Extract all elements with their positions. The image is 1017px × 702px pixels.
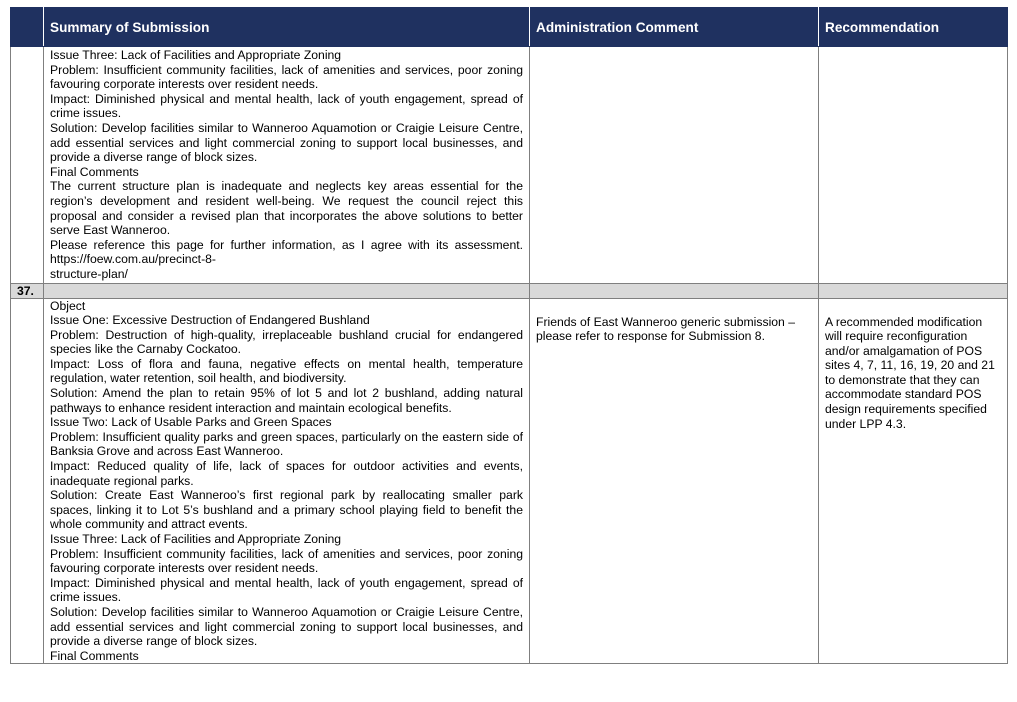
summary-line: Problem: Destruction of high-quality, irreplaceable bushland crucial for endangered species like the Carnaby Cockatoo. — [50, 327, 523, 357]
summary-line: Please reference this page for further information, as I agree with its assessment. https://foew.com.au/precinct-8- — [50, 237, 523, 267]
table-row-submission — [11, 298, 1008, 664]
table-row-continued — [11, 47, 1008, 284]
summary-line: Final Comments — [50, 648, 139, 663]
cell-recommendation — [819, 298, 1008, 664]
cell-number-empty — [11, 298, 44, 664]
summary-line: Issue One: Excessive Destruction of Endangered Bushland — [50, 313, 370, 328]
cell-rec-empty — [819, 47, 1008, 284]
summary-line: Impact: Loss of flora and fauna, negative effects on mental health, temperature regulation, water retention, soil health, and biodiversity. — [50, 356, 523, 386]
submission-number-row — [11, 283, 1008, 298]
submissions-table — [10, 7, 1008, 664]
cell-admin-comment — [530, 298, 819, 664]
summary-line: Issue Three: Lack of Facilities and Appropriate Zoning — [50, 532, 342, 546]
admin-comment-text: Friends of East Wanneroo generic submission – please refer to response for Submission 8. — [536, 314, 795, 344]
summary-line: Impact: Diminished physical and mental health, lack of youth engagement, spread of crime issues. — [50, 575, 523, 605]
submission-number: 37. — [11, 283, 44, 298]
summary-line: Impact: Diminished physical and mental health, lack of youth engagement, spread of crime issues. — [50, 91, 523, 121]
summary-line: Issue Two: Lack of Usable Parks and Green Spaces — [50, 415, 332, 430]
header-recommendation: Recommendation — [819, 8, 1008, 47]
summary-line: Issue Three: Lack of Facilities and Appropriate Zoning — [50, 48, 342, 62]
summary-line: Problem: Insufficient community facilities, lack of amenities and services, poor zoning favouring corporate interests over resident needs. — [50, 62, 523, 92]
summary-line: Problem: Insufficient quality parks and green spaces, particularly on the eastern side of Banksia Grove and across East Wanneroo. — [50, 429, 523, 459]
cell-summary-continued — [44, 47, 530, 284]
summary-line: Final Comments — [50, 164, 139, 179]
cell-number-empty — [11, 47, 44, 284]
header-summary: Summary of Submission — [44, 8, 530, 47]
summary-line: Solution: Develop facilities similar to Wanneroo Aquamotion or Craigie Leisure Centre, add essential services and light commercial zoning to support local businesses, and provide a diverse range of block sizes. — [50, 604, 523, 649]
cell-admin-empty — [530, 47, 819, 284]
summary-line: Solution: Amend the plan to retain 95% of lot 5 and lot 2 bushland, adding natural pathways to enhance resident interaction and maintain ecological benefits. — [50, 386, 523, 415]
summary-line: Object — [50, 298, 86, 313]
cell-summary — [44, 298, 530, 664]
summary-line: The current structure plan is inadequate and neglects key areas essential for the region’s development and resident well-being. We request the council reject this proposal and consider a revised plan that incorporates the above solutions to better serve East Wanneroo. — [50, 179, 523, 238]
recommendation-text: A recommended modification will require reconfiguration and/or amalgamation of POS sites 4, 7, 11, 16, 19, 20 and 21 to demonstrate that they can accommodate standard POS design requirements specified under LPP 4.3. — [825, 314, 995, 431]
summary-line: Solution: Develop facilities similar to Wanneroo Aquamotion or Craigie Leisure Centre, add essential services and light commercial zoning to support local businesses, and provide a diverse range of block sizes. — [50, 120, 523, 165]
summary-line: Impact: Reduced quality of life, lack of spaces for outdoor activities and events, inadequate regional parks. — [50, 459, 523, 488]
header-number — [11, 8, 44, 47]
summary-line: Problem: Insufficient community facilities, lack of amenities and services, poor zoning favouring corporate interests over resident needs. — [50, 546, 523, 576]
summary-line: Solution: Create East Wanneroo’s first regional park by reallocating smaller park spaces, linking it to Lot 5’s bushland and a primary school playing field to benefit the whole community and attract events. — [50, 488, 523, 532]
summary-line: structure-plan/ — [50, 266, 128, 281]
table-header-row — [11, 8, 1008, 47]
header-admin-comment: Administration Comment — [530, 8, 819, 47]
